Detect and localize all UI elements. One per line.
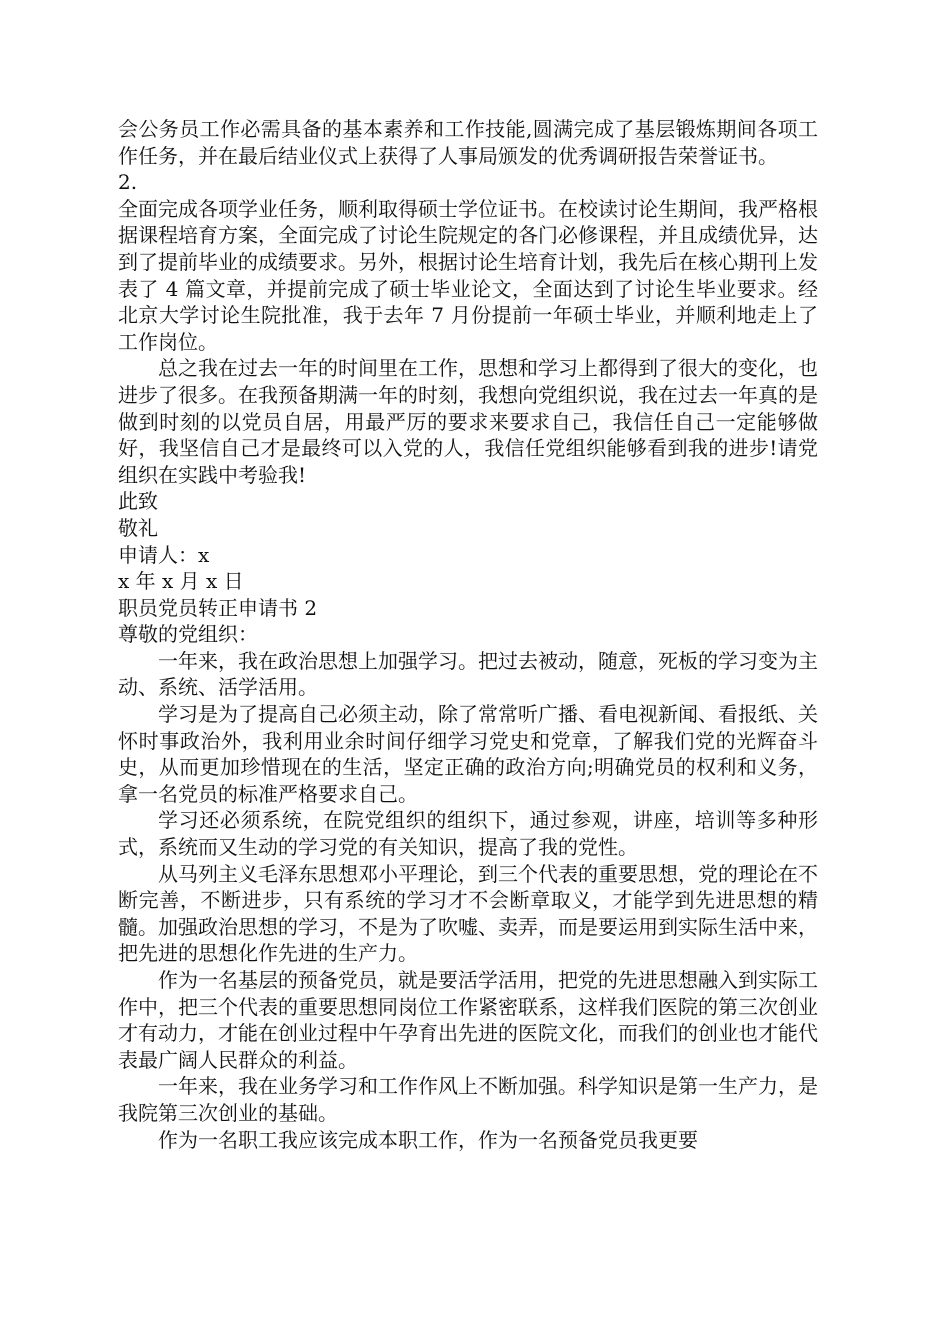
item-number: 2. — [118, 170, 138, 195]
document-body — [118, 116, 818, 1153]
salutation: 尊敬的党组织： — [118, 622, 258, 647]
date-line: x 年 x 月 x 日 — [118, 569, 244, 594]
closing-line-1: 此致 — [118, 489, 158, 514]
paragraph-10: 作为一名职工我应该完成本职工作，作为一名预备党员我更要 — [158, 1127, 698, 1152]
paragraph-9: 一年来，我在业务学习和工作作风上不断加强。科学知识是第一生产力，是我院第三次创业的基础。 — [118, 1074, 818, 1125]
paragraph-7: 从马列主义毛泽东思想邓小平理论，到三个代表的重要思想，党的理论在不断完善，不断进步，只有系统的学习才不会断章取义，才能学到先进思想的精髓。加强政治思想的学习，不是为了吹嘘、卖弄，而是要运用到实际生活中来，把先进的思想化作先进的生产力。 — [118, 861, 818, 966]
paragraph-5: 学习是为了提高自己必须主动，除了常常听广播、看电视新闻、看报纸、关怀时事政治外，我利用业余时间仔细学习党史和党章，了解我们党的光辉奋斗史，从而更加珍惜现在的生活，坚定正确的政治方向;明确党员的权利和义务，拿一名党员的标准严格要求自己。 — [118, 702, 818, 806]
paragraph-4: 一年来，我在政治思想上加强学习。把过去被动，随意，死板的学习变为主动、系统、活学活用。 — [118, 648, 818, 700]
section-title: 职员党员转正申请书 2 — [118, 595, 318, 620]
paragraph-3: 总之我在过去一年的时间里在工作，思想和学习上都得到了很大的变化，也进步了很多。在我预备期满一年的时刻，我想向党组织说，我在过去一年真的是做到时刻的以党员自居，用最严厉的要求来要求自己，我信任自己一定能够做好，我坚信自己才是最终可以入党的人，我信任党组织能够看到我的进步!请党组织在实践中考验我! — [118, 356, 818, 487]
closing-line-2: 敬礼 — [118, 515, 158, 540]
paragraph-8: 作为一名基层的预备党员，就是要活学活用，把党的先进思想融入到实际工作中，把三个代表的重要思想同岗位工作紧密联系，这样我们医院的第三次创业才有动力，才能在创业过程中午孕育出先进的医院文化，而我们的创业也才能代表最广阔人民群众的利益。 — [118, 968, 818, 1072]
applicant-line: 申请人：x — [118, 542, 210, 567]
paragraph-1: 会公务员工作必需具备的基本素养和工作技能,圆满完成了基层锻炼期间各项工作任务，并在最后结业仪式上获得了人事局颁发的优秀调研报告荣誉证书。 — [118, 117, 818, 168]
paragraph-6: 学习还必须系统，在院党组织的组织下，通过参观，讲座，培训等多种形式，系统而又生动的学习党的有关知识，提高了我的党性。 — [118, 808, 818, 860]
paragraph-2: 全面完成各项学业任务，顺利取得硕士学位证书。在校读讨论生期间，我严格根据课程培育方案，全面完成了讨论生院规定的各门必修课程，并且成绩优异，达到了提前毕业的成绩要求。另外，根据讨论生培育计划，我先后在核心期刊上发表了 4 篇文章，并提前完成了硕士毕业论文，全面达到了讨论生毕业要求。经北京大学讨论生院批准，我于去年 7 月份提前一年硕士毕业，并顺利地走上了工作岗位。 — [118, 196, 818, 354]
